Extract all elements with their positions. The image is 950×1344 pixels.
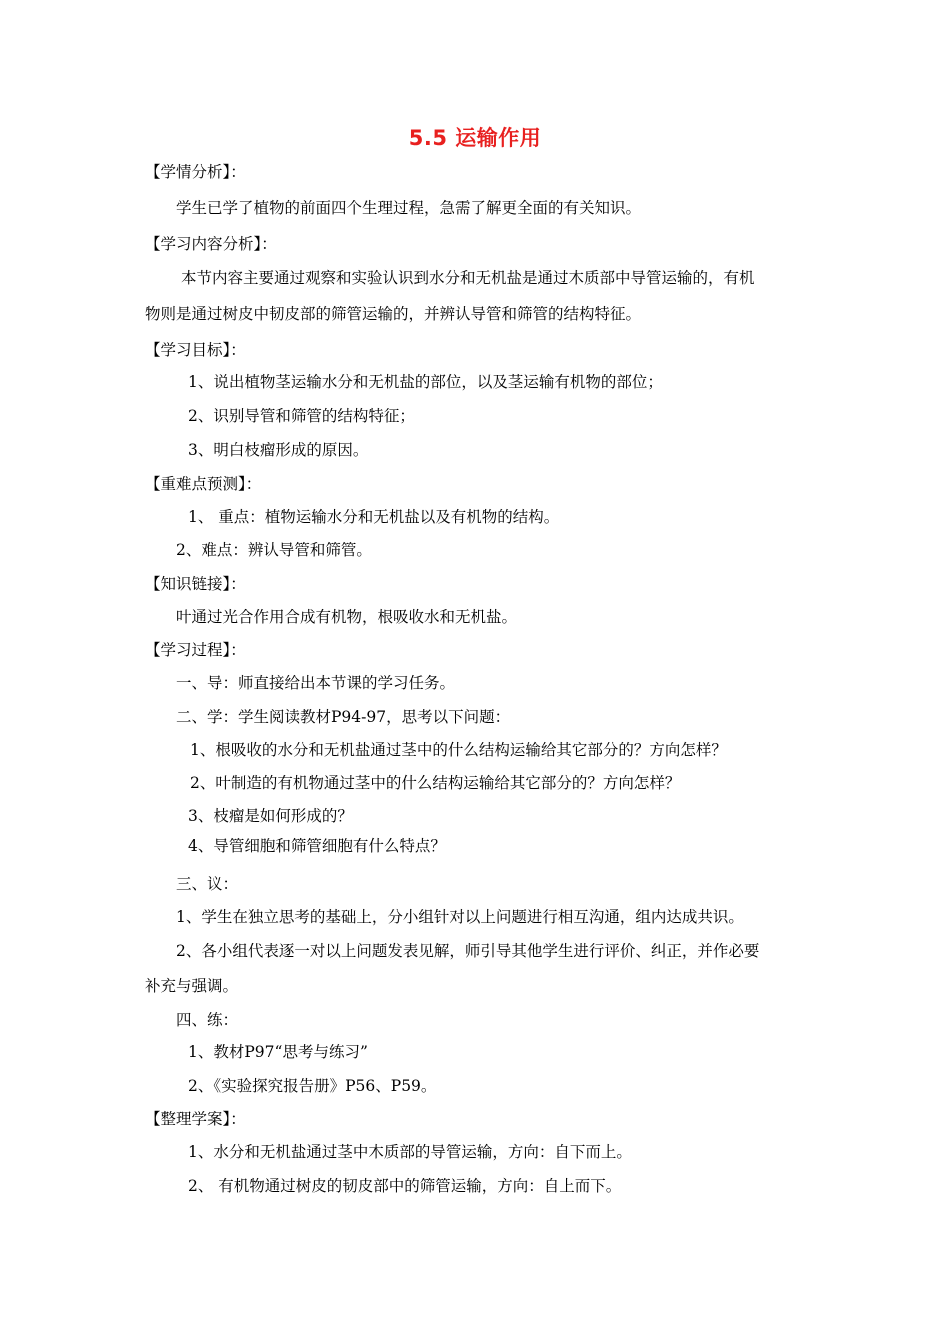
goal-item: 2、识别导管和筛管的结构特征；: [188, 407, 415, 425]
process-practice: 四、练：: [176, 1011, 239, 1029]
keypoint-item: 2、难点：辨认导管和筛管。: [176, 541, 372, 559]
question-item: 2、叶制造的有机物通过茎中的什么结构运输给其它部分的？方向怎样？: [190, 774, 681, 792]
heading-links: 【知识链接】：: [145, 575, 246, 593]
content-line-2: 物则是通过树皮中韧皮部的筛管运输的，并辨认导管和筛管的结构特征。: [145, 305, 642, 323]
heading-content: 【学习内容分析】：: [145, 235, 277, 253]
links-text: 叶通过光合作用合成有机物，根吸收水和无机盐。: [176, 608, 518, 626]
process-study: 二、学：学生阅读教材P94-97，思考以下问题：: [176, 708, 511, 726]
practice-item: 1、教材P97“思考与练习”: [188, 1043, 368, 1061]
goal-item: 3、明白枝瘤形成的原因。: [188, 441, 369, 459]
question-item: 1、根吸收的水分和无机盐通过茎中的什么结构运输给其它部分的？方向怎样？: [190, 741, 727, 759]
page-title: 5.5 运输作用: [408, 126, 542, 150]
discuss-item-2: 2、各小组代表逐一对以上问题发表见解，师引导其他学生进行评价、纠正，并作必要: [176, 942, 760, 960]
discuss-item-2-cont: 补充与强调。: [145, 977, 239, 995]
question-item: 3、枝瘤是如何形成的？: [188, 807, 353, 825]
discuss-item-1: 1、学生在独立思考的基础上，分小组针对以上问题进行相互沟通，组内达成共识。: [176, 908, 744, 926]
heading-situation: 【学情分析】：: [145, 163, 246, 181]
practice-item: 2、《实验探究报告册》P56、P59。: [188, 1077, 437, 1095]
summary-item: 1、水分和无机盐通过茎中木质部的导管运输，方向：自下而上。: [188, 1143, 632, 1161]
heading-keypoints: 【重难点预测】：: [145, 475, 262, 493]
content-line-1: 本节内容主要通过观察和实验认识到水分和无机盐是通过木质部中导管运输的，有机: [181, 269, 755, 287]
goal-item: 1、说出植物茎运输水分和无机盐的部位，以及茎运输有机物的部位；: [188, 373, 663, 391]
heading-summary: 【整理学案】：: [145, 1110, 246, 1128]
process-discuss: 三、议：: [176, 875, 239, 893]
keypoint-item: 1、 重点：植物运输水分和无机盐以及有机物的结构。: [188, 508, 560, 526]
heading-goals: 【学习目标】：: [145, 341, 246, 359]
question-item: 4、导管细胞和筛管细胞有什么特点？: [188, 837, 446, 855]
situation-text: 学生已学了植物的前面四个生理过程，急需了解更全面的有关知识。: [176, 199, 642, 217]
summary-item: 2、 有机物通过树皮的韧皮部中的筛管运输，方向：自上而下。: [188, 1177, 622, 1195]
heading-process: 【学习过程】：: [145, 641, 246, 659]
process-guide: 一、导：师直接给出本节课的学习任务。: [176, 674, 456, 692]
